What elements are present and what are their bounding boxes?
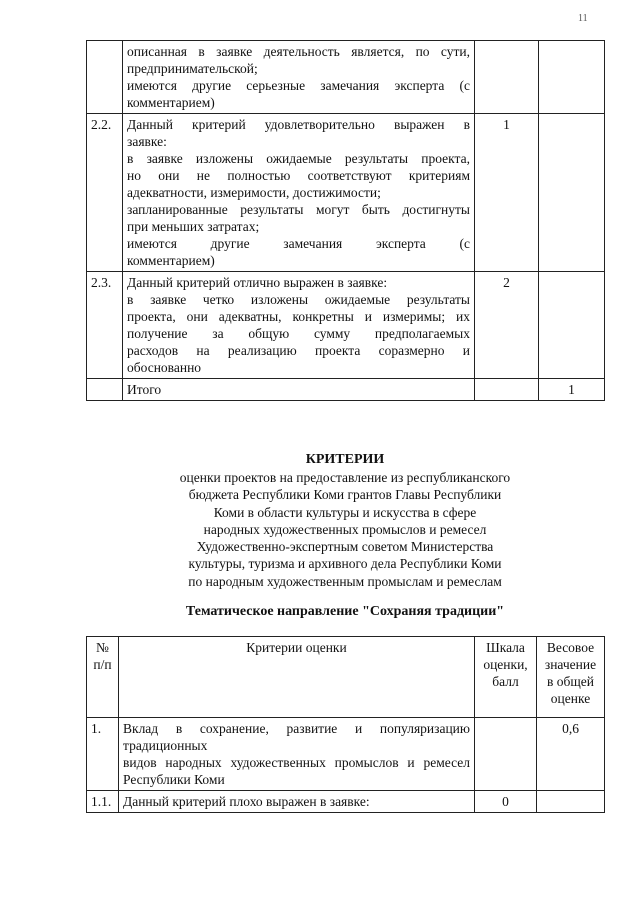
criterion-line: видов народных художественных промыслов и ремесел [123, 755, 470, 770]
criterion-line: Данный критерий отлично выражен в заявке: [127, 275, 388, 290]
header-num-line: № [96, 640, 109, 655]
row-score: 1 [475, 114, 539, 272]
header-num [87, 637, 119, 718]
row-criterion-text [123, 41, 475, 114]
table-row [87, 791, 605, 813]
page-number: 11 [578, 13, 588, 24]
criterion-line: описанная в заявке деятельность является, по сути, [127, 44, 470, 59]
criterion-line: предпринимательской; [127, 61, 258, 76]
table-row [87, 718, 605, 791]
criteria-table [86, 636, 605, 813]
criteria-subtitle-line: оценки проектов на предоставление из республиканского [179, 470, 511, 485]
criterion-line: в заявке четко изложены ожидаемые результаты [127, 292, 470, 307]
criterion-line: при меньших затратах; [127, 219, 260, 234]
criteria-subtitle-line: Художественно-экспертным советом Министерства [196, 539, 494, 555]
header-weight [537, 637, 605, 718]
row-weight [539, 41, 605, 114]
criterion-line: Данный критерий плохо выражен в заявке: [123, 794, 370, 809]
header-weight-line: значение [544, 657, 597, 672]
row-number: 2.2. [87, 114, 123, 272]
row-criterion-text [119, 791, 475, 813]
table-row [87, 41, 605, 114]
criteria-subtitle [86, 469, 604, 590]
criteria-heading: КРИТЕРИИ [305, 452, 385, 467]
row-number: 2.3. [87, 272, 123, 379]
row-score [475, 41, 539, 114]
row-score: 2 [475, 272, 539, 379]
criterion-line: Вклад в сохранение, развитие и популяризацию традиционных [123, 721, 470, 753]
criterion-line: комментарием) [127, 253, 215, 268]
table-row [87, 379, 605, 401]
header-weight-line: в общей [547, 674, 594, 689]
criterion-line: комментарием) [127, 95, 215, 110]
criterion-line: получение за общую сумму предполагаемых [127, 326, 470, 341]
criterion-line: имеются другие замечания эксперта (с [127, 236, 470, 251]
row-weight: 1 [539, 379, 605, 401]
criterion-line: запланированные результаты могут быть достигнуты [127, 202, 470, 217]
row-number [87, 41, 123, 114]
criteria-subtitle-line: по народным художественным промыслам и ремеслам [188, 573, 502, 589]
header-scale-line: оценки, [483, 657, 528, 672]
row-number: 1. [87, 718, 119, 791]
row-weight: 0,6 [537, 718, 605, 791]
header-criteria: Критерии оценки [119, 637, 475, 718]
criterion-line: обоснованно [127, 360, 202, 375]
criterion-line: имеются другие серьезные замечания эксперта (с [127, 78, 470, 93]
criterion-line: Данный критерий удовлетворительно выражен в [127, 117, 470, 132]
row-criterion-text [119, 718, 475, 791]
row-number: 1.1. [87, 791, 119, 813]
header-weight-line: Весовое [546, 640, 595, 655]
criteria-subtitle-line: бюджета Республики Коми грантов Главы Республики [188, 487, 502, 503]
criteria-title-block [86, 451, 604, 590]
header-scale [475, 637, 537, 718]
row-weight [539, 114, 605, 272]
header-num-line: п/п [93, 657, 112, 672]
criterion-line: в заявке изложены ожидаемые результаты проекта, [127, 151, 470, 166]
criteria-subtitle-line: Коми в области культуры и искусства в сфере [213, 504, 477, 520]
header-weight-line: оценке [550, 691, 591, 706]
criterion-line: проекта, они адекватны, конкретны и измеримы; их [127, 309, 470, 324]
row-criterion-text [123, 379, 475, 401]
thematic-direction: Тематическое направление "Сохраняя традиции" [185, 604, 505, 619]
criterion-line: адекватности, измеримости, достижимости; [127, 185, 381, 200]
row-weight [537, 791, 605, 813]
criteria-subtitle-line: культуры, туризма и архивного дела Республики Коми [188, 556, 502, 572]
criterion-line: но они не полностью соответствуют критериям [127, 168, 470, 183]
criterion-line: заявке: [127, 134, 167, 149]
criterion-line: Итого [127, 382, 162, 397]
row-scale: 0 [475, 791, 537, 813]
criterion-line: расходов на реализацию проекта соразмерно и [127, 343, 470, 358]
header-scale-line: балл [492, 674, 519, 689]
table-row [87, 114, 605, 272]
criteria-subtitle-line: народных художественных промыслов и ремесел [203, 521, 487, 537]
row-number [87, 379, 123, 401]
row-scale [475, 718, 537, 791]
scoring-table-continued [86, 40, 605, 401]
criterion-line: Республики Коми [123, 772, 225, 787]
criteria-table-header [87, 637, 605, 718]
header-scale-line: Шкала [486, 640, 525, 655]
row-weight [539, 272, 605, 379]
row-criterion-text [123, 272, 475, 379]
row-score [475, 379, 539, 401]
row-criterion-text [123, 114, 475, 272]
table-row [87, 272, 605, 379]
